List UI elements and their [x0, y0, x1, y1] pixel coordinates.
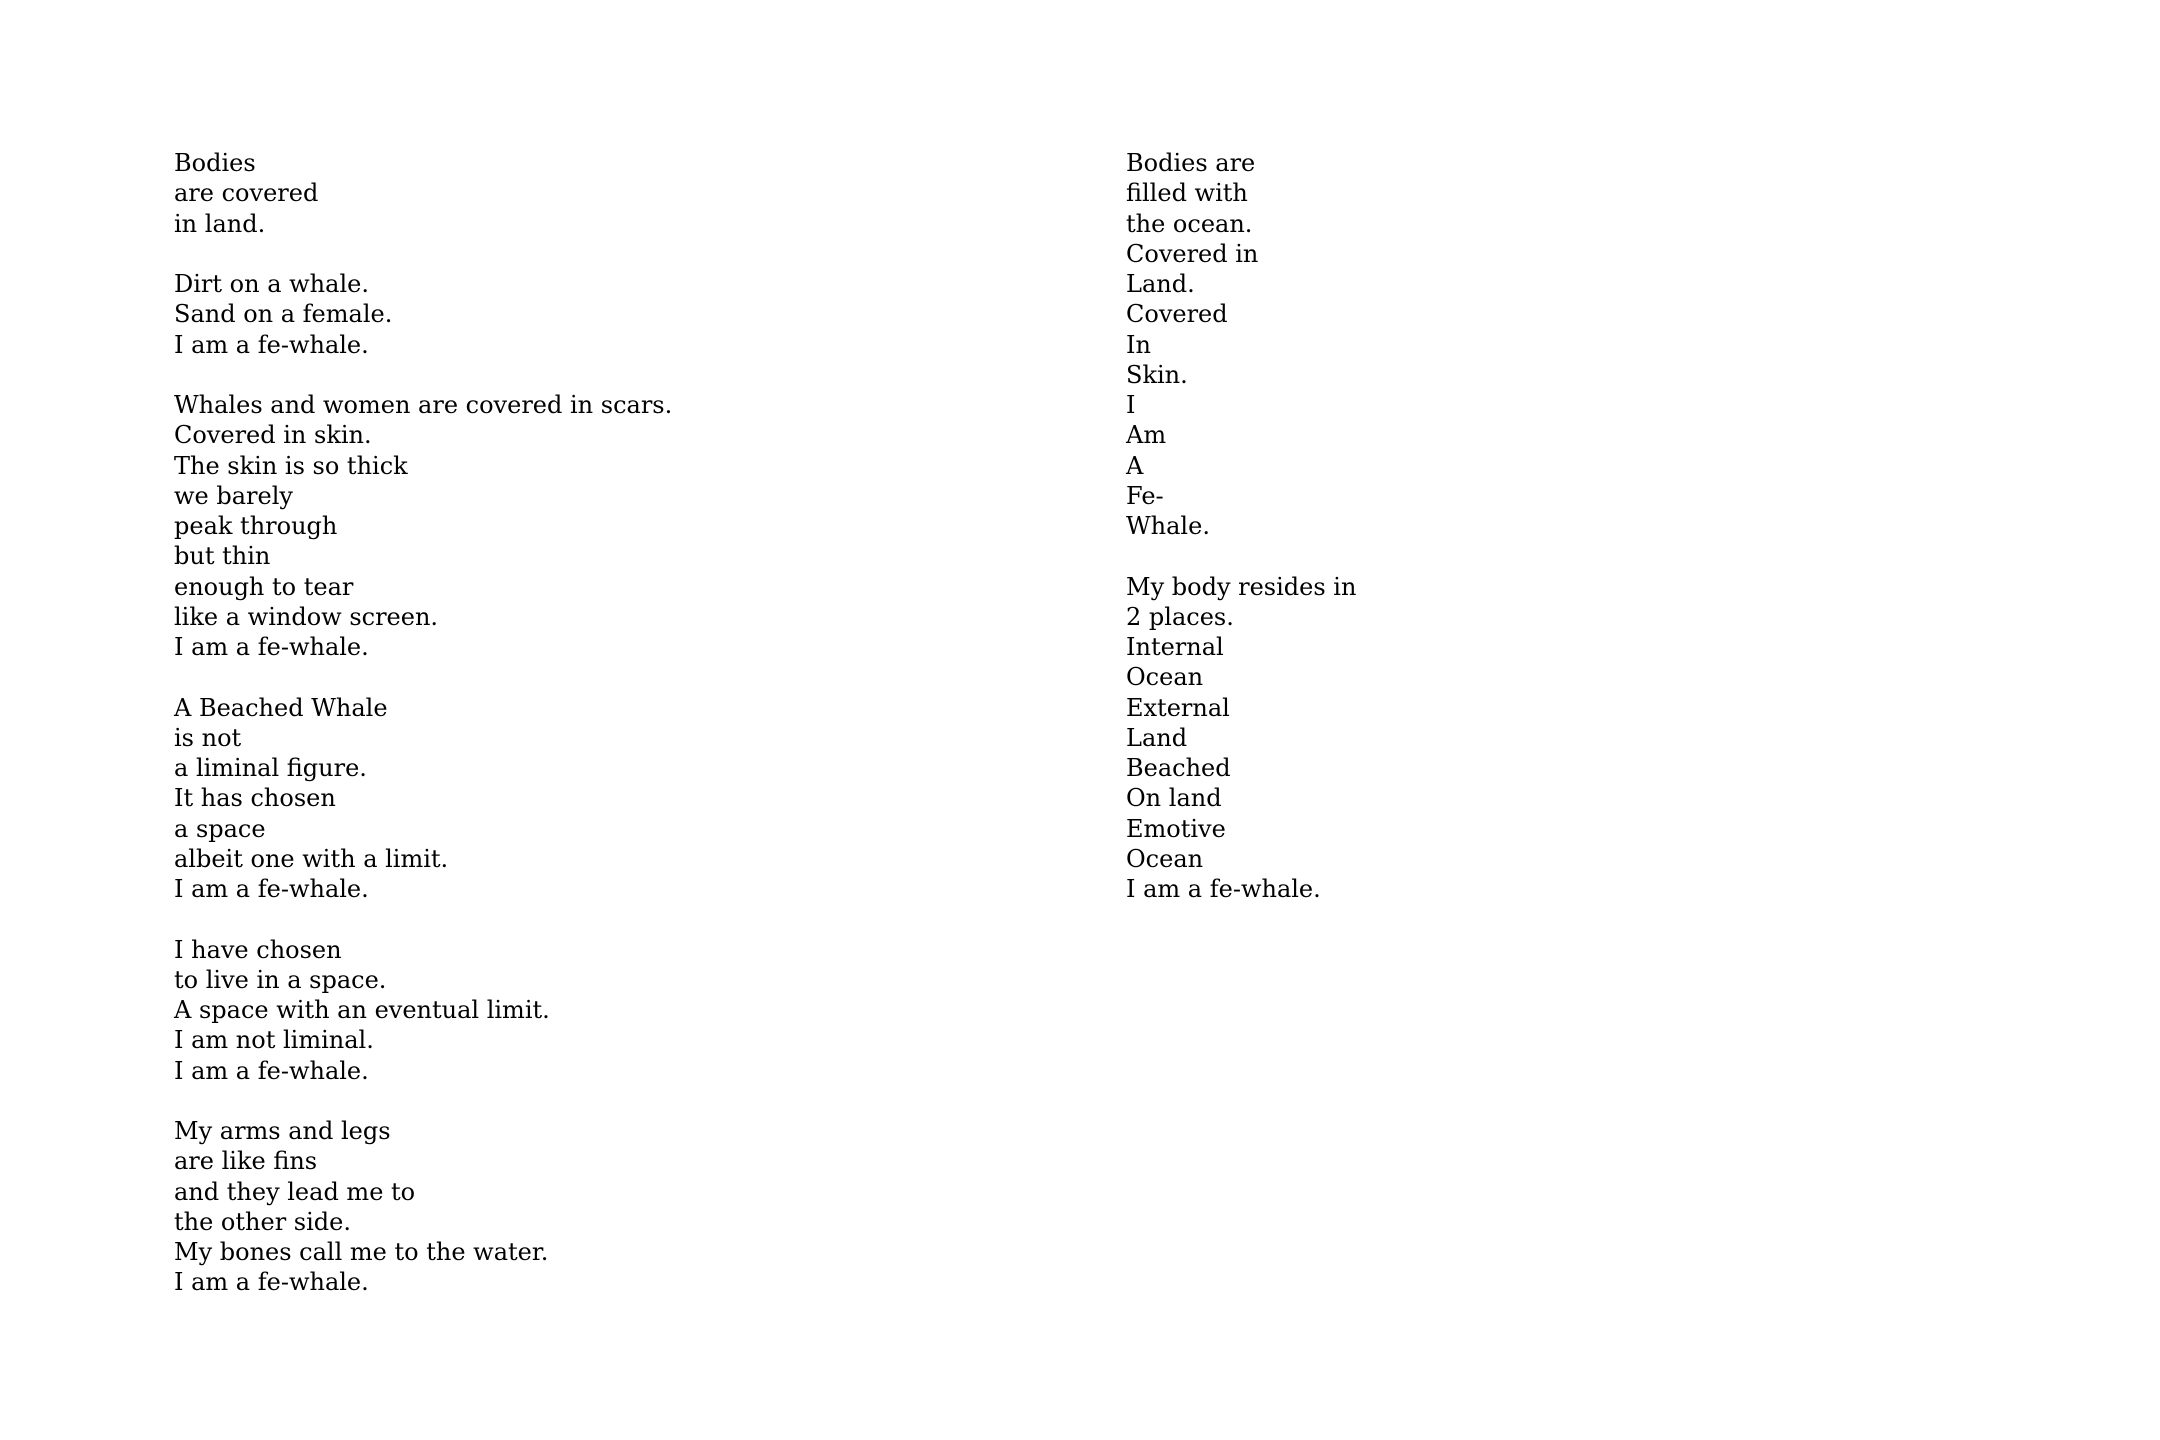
stanza: [1126, 148, 2026, 541]
poem-line: Dirt on a whale.: [174, 270, 369, 298]
poem-line: Skin.: [1126, 360, 1188, 389]
poem-line: Beached: [1126, 754, 1231, 782]
poem-line: albeit one with a limit.: [174, 844, 449, 873]
poem-line: I am a fe-whale.: [174, 633, 369, 661]
stanza: [174, 148, 1074, 239]
poem-line: My arms and legs: [174, 1117, 391, 1145]
poem-line: Land.: [1126, 270, 1195, 298]
poem-line: the ocean.: [1126, 209, 1253, 238]
poem-line: I am not liminal.: [174, 1026, 374, 1055]
poem-line: I: [1126, 391, 1136, 419]
poem-line: I am a fe-whale.: [174, 1268, 369, 1297]
poem-line: Ocean: [1126, 844, 1204, 873]
poem-line: A space with an eventual limit.: [174, 996, 550, 1024]
poem-line: In: [1126, 330, 1151, 359]
poem-line: Internal: [1126, 633, 1224, 661]
poem-line: the other side.: [174, 1207, 351, 1236]
poem-line: Bodies: [174, 149, 256, 177]
poem-line: I am a fe-whale.: [1126, 875, 1321, 903]
poem-line: My bones call me to the water.: [174, 1238, 549, 1266]
poem-line: we barely: [174, 481, 293, 510]
poem-line: My body resides in: [1126, 572, 1357, 601]
poem-line: External: [1126, 693, 1230, 722]
poem-line: I am a fe-whale.: [174, 330, 369, 359]
poem-line: Covered in: [1126, 239, 1259, 268]
poem-line: are like fins: [174, 1147, 318, 1176]
poem-left-column: [174, 148, 1074, 1328]
poem-line: Emotive: [1126, 814, 1226, 843]
poem-line: Ocean: [1126, 663, 1204, 692]
poem-line: Fe-: [1126, 481, 1164, 510]
poem-line: like a window screen.: [174, 602, 439, 631]
poem-line: filled with: [1126, 179, 1248, 208]
poem-line: The skin is so thick: [174, 451, 408, 480]
poem-line: enough to tear: [174, 572, 354, 601]
poem-line: is not: [174, 723, 242, 752]
poem-line: It has chosen: [174, 784, 336, 813]
poem-line: a liminal figure.: [174, 754, 367, 782]
poem-line: Covered in skin.: [174, 421, 372, 450]
poem-line: Bodies are: [1126, 149, 1256, 177]
poem-line: Covered: [1126, 300, 1228, 329]
stanza: [174, 693, 1074, 905]
poem-line: Whale.: [1126, 512, 1210, 540]
poem-line: are covered: [174, 179, 319, 208]
poem-line: Whales and women are covered in scars.: [174, 391, 673, 419]
poem-line: I am a fe-whale.: [174, 875, 369, 903]
poem-line: but thin: [174, 542, 271, 571]
stanza: [174, 269, 1074, 360]
stanza: [174, 1116, 1074, 1298]
poem-line: A: [1126, 451, 1144, 480]
poem-line: I am a fe-whale.: [174, 1056, 369, 1085]
poem-line: peak through: [174, 512, 338, 540]
poem-line: Am: [1126, 421, 1167, 450]
poem-line: and they lead me to: [174, 1177, 416, 1206]
poem-line: A Beached Whale: [174, 693, 388, 722]
stanza: [174, 390, 1074, 662]
poem-line: On land: [1126, 784, 1222, 813]
poem-line: I have chosen: [174, 935, 342, 964]
poem-line: in land.: [174, 209, 266, 238]
poem-line: 2 places.: [1126, 602, 1234, 631]
stanza: [174, 935, 1074, 1086]
poem-line: Sand on a female.: [174, 300, 393, 329]
poem-right-column: [1126, 148, 2026, 935]
poem-line: a space: [174, 814, 266, 843]
poem-line: Land: [1126, 723, 1188, 752]
stanza: [1126, 572, 2026, 905]
poem-line: to live in a space.: [174, 965, 387, 994]
